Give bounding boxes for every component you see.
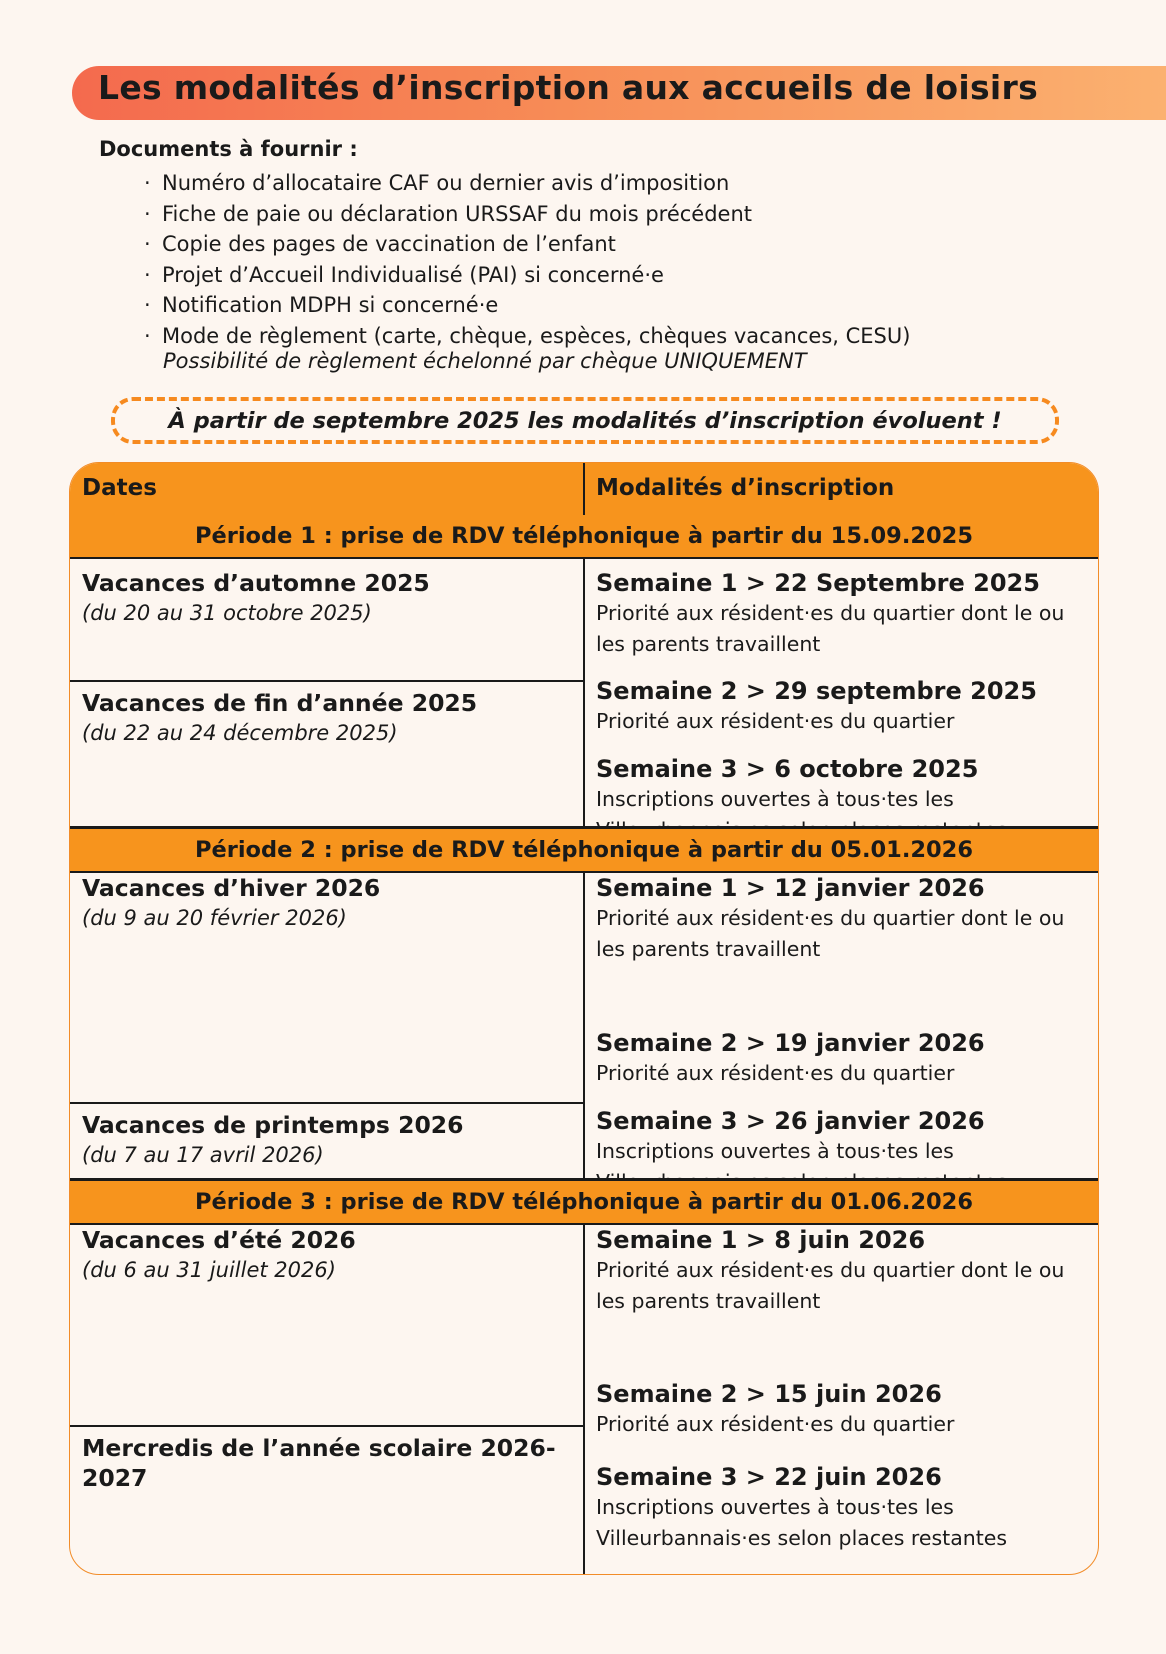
list-item: · Projet d’Accueil Individualisé (PAI) si concerné·e <box>144 260 910 291</box>
column-divider <box>583 1224 585 1574</box>
documents-list <box>144 168 910 352</box>
week-title: Semaine 3 > 6 octobre 2025 <box>596 755 979 783</box>
dates-cell <box>82 873 577 933</box>
bullet-icon: · <box>144 232 151 257</box>
week-desc: Priorité aux résident·es du quartier <box>596 1412 955 1436</box>
holiday-title: Vacances d’été 2026 <box>82 1226 356 1254</box>
documents-heading: Documents à fournir : <box>99 137 358 161</box>
holiday-range: (du 22 au 24 décembre 2025) <box>82 721 398 745</box>
week-title: Semaine 2 > 19 janvier 2026 <box>596 1029 985 1057</box>
list-item: · Copie des pages de vaccination de l’enfant <box>144 229 910 260</box>
dates-cell <box>82 688 577 748</box>
list-item: · Mode de règlement (carte, chèque, espèces, chèques vacances, CESU) <box>144 321 910 352</box>
holiday-title: Mercredis de l’année scolaire 2026-2027 <box>82 1434 556 1492</box>
week-desc: Priorité aux résident·es du quartier dont le ou les parents travaillent <box>596 601 1065 656</box>
header-dates: Dates <box>82 475 157 501</box>
holiday-title: Vacances d’hiver 2026 <box>82 874 381 902</box>
list-item: · Numéro d’allocataire CAF ou dernier avis d’imposition <box>144 168 910 199</box>
week-desc: Priorité aux résident·es du quartier <box>596 709 955 733</box>
row-divider <box>70 1102 585 1104</box>
holiday-range: (du 20 au 31 octobre 2025) <box>82 601 372 625</box>
week-title: Semaine 3 > 22 juin 2026 <box>596 1463 942 1491</box>
week-title: Semaine 1 > 8 juin 2026 <box>596 1226 926 1254</box>
week-desc: Inscriptions ouvertes à tous·tes les <box>596 1139 954 1163</box>
banner-text: À partir de septembre 2025 les modalités d’inscription évoluent ! <box>168 407 1002 434</box>
page-title: Les modalités d’inscription aux accueils de loisirs <box>98 68 1039 107</box>
week-title: Semaine 3 > 26 janvier 2026 <box>596 1107 985 1135</box>
holiday-range: (du 7 au 17 avril 2026) <box>82 1143 324 1167</box>
week-title: Semaine 1 > 22 Septembre 2025 <box>596 569 1040 597</box>
week-cell <box>596 568 1091 660</box>
list-item: · Fiche de paie ou déclaration URSSAF du mois précédent <box>144 199 910 230</box>
week-cell <box>596 1462 1091 1554</box>
bullet-icon: · <box>144 293 151 318</box>
week-desc: Priorité aux résident·es du quartier <box>596 1061 955 1085</box>
column-divider <box>583 559 585 827</box>
registration-table <box>69 462 1099 1575</box>
week-title: Semaine 2 > 29 septembre 2025 <box>596 677 1037 705</box>
payment-note: Possibilité de règlement échelonné par chèque UNIQUEMENT <box>163 349 807 373</box>
week-title: Semaine 1 > 12 janvier 2026 <box>596 874 985 902</box>
holiday-title: Vacances d’automne 2025 <box>82 569 430 597</box>
period-row: Période 3 : prise de RDV téléphonique à partir du 01.06.2026 <box>70 1178 1098 1225</box>
header-modalites: Modalités d’inscription <box>596 475 895 501</box>
week-cell <box>596 1225 1091 1317</box>
column-divider <box>583 872 585 1179</box>
period-row: Période 2 : prise de RDV téléphonique à partir du 05.01.2026 <box>70 826 1098 873</box>
header-divider <box>583 463 585 515</box>
week-desc: Inscriptions ouvertes à tous·tes les Villeurbannais·es selon places restantes <box>596 1495 1008 1550</box>
bullet-icon: · <box>144 171 151 195</box>
row-divider <box>70 1425 585 1427</box>
week-cell <box>596 1028 1091 1089</box>
bullet-icon: · <box>144 323 151 348</box>
week-cell <box>596 676 1091 737</box>
holiday-title: Vacances de fin d’année 2025 <box>82 689 478 717</box>
week-title: Semaine 2 > 15 juin 2026 <box>596 1380 942 1408</box>
dates-cell <box>82 1110 577 1170</box>
week-desc: Priorité aux résident·es du quartier dont le ou les parents travaillent <box>596 1258 1065 1313</box>
dates-cell <box>82 1433 577 1493</box>
week-desc: Priorité aux résident·es du quartier dont le ou les parents travaillent <box>596 906 1065 961</box>
holiday-title: Vacances de printemps 2026 <box>82 1111 464 1139</box>
dates-cell <box>82 1225 577 1285</box>
bullet-icon: · <box>144 201 151 226</box>
dates-cell <box>82 568 577 628</box>
holiday-range: (du 9 au 20 février 2026) <box>82 906 347 930</box>
announcement-banner <box>111 397 1059 444</box>
week-desc: Inscriptions ouvertes à tous·tes les <box>596 787 954 811</box>
table-header <box>70 463 1098 517</box>
bullet-icon: · <box>144 262 151 287</box>
week-cell <box>596 873 1091 965</box>
row-divider <box>70 680 585 682</box>
week-cell <box>596 1379 1091 1440</box>
period-row: Période 1 : prise de RDV téléphonique à partir du 15.09.2025 <box>70 515 1098 559</box>
list-item: · Notification MDPH si concerné·e <box>144 290 910 321</box>
holiday-range: (du 6 au 31 juillet 2026) <box>82 1258 336 1282</box>
